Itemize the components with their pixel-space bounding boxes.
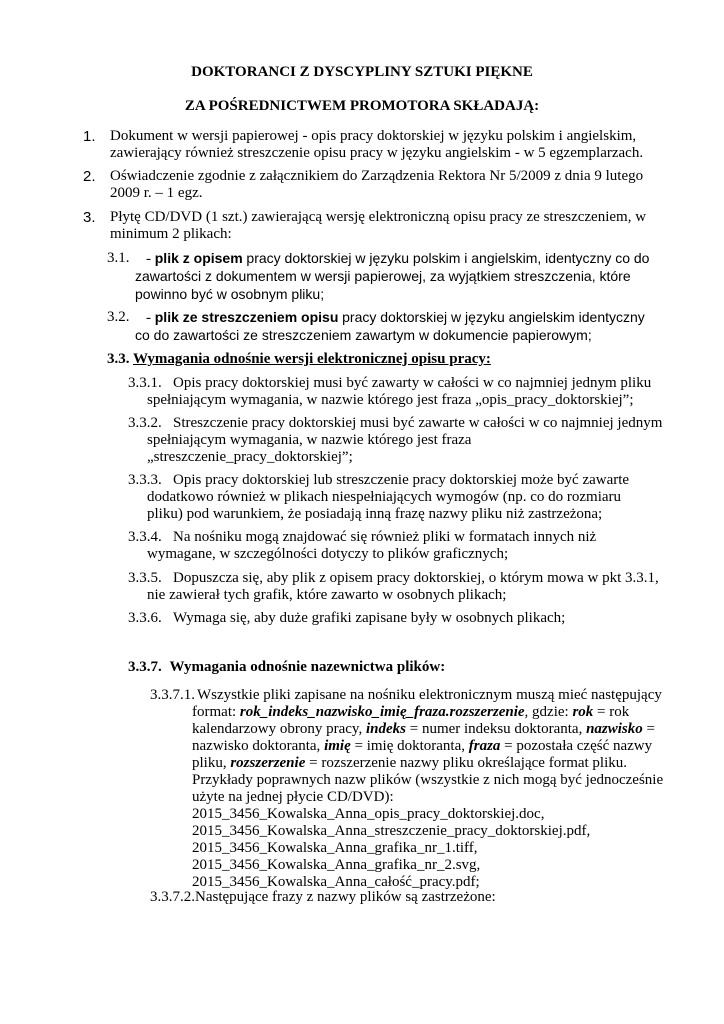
title-line-1: DOKTORANCI Z DYSCYPLINY SZTUKI PIĘKNE (191, 64, 533, 80)
def-nazwisko: = nazwisko doktoranta, (192, 721, 655, 754)
dash: - (146, 251, 151, 267)
section-3-3 (107, 351, 491, 368)
section-number: 3.3.7. (128, 659, 162, 675)
subitem-number: 3.1. (107, 250, 130, 266)
term-rok: rok (572, 704, 594, 720)
point-text: Na nośniku mogą znajdować się również pliki w formatach innych niż wymagane, w szczególności dotyczy to plików graficznych; (147, 529, 597, 562)
intro-text: Wszystkie pliki zapisane na nośniku elektronicznym muszą mieć następujący format: (192, 687, 662, 720)
list-item-text: Płytę CD/DVD (1 szt.) zawierającą wersję elektroniczną opisu pracy ze streszczeniem, w minimum 2 plikach: (110, 209, 647, 242)
point-number: 3.3.3. (128, 472, 162, 488)
point-number: 3.3.7.1. (150, 687, 195, 703)
list-number: 1. (83, 128, 96, 145)
example-filename: 2015_3456_Kowalska_Anna_streszczenie_pracy_doktorskiej.pdf, (192, 823, 591, 839)
point-number: 3.3.6. (128, 610, 162, 626)
section-number: 3.3. (107, 351, 130, 367)
example-filename: 2015_3456_Kowalska_Anna_grafika_nr_1.tiff, (192, 840, 478, 856)
point-number: 3.3.4. (128, 529, 162, 545)
examples-intro: Przykłady poprawnych nazw plików (wszystkie z nich mogą być jednocześnie użyte na jednej płycie CD/DVD): (192, 772, 664, 805)
point-text: Następujące frazy z nazwy plików są zastrzeżone: (195, 889, 496, 905)
list-item-text: Oświadczenie zgodnie z załącznikiem do Zarządzenia Rektora Nr 5/2009 z dnia 9 lutego 2009 r. – 1 egz. (110, 168, 644, 201)
point-text: Opis pracy doktorskiej lub streszczenie pracy doktorskiej może być zawarte dodatkowo również w plikach niespełniających wymogów (np. co do rozmiaru pliku) pod warunkiem, że posiadają inną frazę nazwy pliku niż zastrzeżona; (147, 472, 630, 522)
point-text: Dopuszcza się, aby plik z opisem pracy doktorskiej, o którym mowa w pkt 3.3.1, nie zawierał tych grafik, które zawarto w osobnych plikach; (147, 570, 659, 603)
examples-list (192, 806, 664, 891)
example-filename: 2015_3456_Kowalska_Anna_opis_pracy_doktorskiej.doc, (192, 806, 545, 822)
point-number: 3.3.5. (128, 570, 162, 586)
point-text: Opis pracy doktorskiej musi być zawarty w całości w co najmniej jednym pliku spełniającym wymagania, w nazwie którego jest fraza „opis_pracy_doktorskiej”; (147, 375, 652, 408)
term-fraza: fraza (468, 738, 501, 754)
example-filename: 2015_3456_Kowalska_Anna_grafika_nr_2.svg, (192, 857, 481, 873)
def-rok: = rok kalendarzowy obrony pracy, (192, 704, 630, 737)
subitem-bold: plik z opisem (154, 250, 243, 266)
section-heading: Wymagania odnośnie nazewnictwa plików: (169, 659, 446, 675)
term-nazwisko: nazwisko (586, 721, 643, 737)
point-3-3-7-1 (192, 687, 664, 891)
point-text: Wymaga się, aby duże grafiki zapisane były w osobnych plikach; (173, 610, 566, 626)
subitem-rest: pracy doktorskiej w języku angielskim identyczny co do zawartości ze streszczeniem zawartym w dokumencie papierowym; (135, 309, 645, 343)
dash: - (146, 310, 151, 326)
subitem-3-1 (135, 250, 655, 304)
term-indeks: indeks (365, 721, 406, 737)
list-number: 2. (83, 168, 96, 185)
point-number: 3.3.1. (128, 375, 162, 391)
def-indeks: = numer indeksu doktoranta, (409, 721, 583, 737)
list-number: 3. (83, 209, 96, 226)
point-number: 3.3.7.2. (150, 889, 195, 905)
subitem-rest: pracy doktorskiej w języku polskim i angielskim, identyczny co do zawartości z dokumentem w wersji papierowej, za wyjątkiem streszczenia, które powinno być w osobnym pliku; (135, 250, 650, 302)
subitem-bold: plik ze streszczeniem opisu (154, 309, 339, 325)
format-pattern: rok_indeks_nazwisko_imię_fraza.rozszerzenie (239, 704, 525, 720)
def-rozszerzenie: = rozszerzenie nazwy pliku określające format pliku. (309, 755, 628, 771)
point-3-3-7-2 (150, 889, 496, 906)
point-text: Streszczenie pracy doktorskiej musi być zawarte w całości w co najmniej jednym spełniającym wymagania, w nazwie którego jest fraza „streszczenie_pracy_doktorskiej”; (147, 415, 663, 465)
section-heading: Wymagania odnośnie wersji elektronicznej opisu pracy: (132, 351, 491, 367)
def-fraza: = pozostała część nazwy pliku, (192, 738, 653, 771)
def-imie: = imię doktoranta, (354, 738, 465, 754)
list-item-text: Dokument w wersji papierowej - opis pracy doktorskiej w języku polskim i angielskim, zawierający również streszczenie opisu pracy w języku angielskim - w 5 egzemplarzach. (110, 128, 644, 161)
point-number: 3.3.2. (128, 415, 162, 431)
section-3-3-7 (128, 659, 445, 676)
text-gdzie: , gdzie: (524, 704, 569, 720)
subitem-number: 3.2. (107, 309, 130, 325)
term-imie: imię (324, 738, 351, 754)
term-rozszerzenie: rozszerzenie (230, 755, 306, 771)
example-filename: 2015_3456_Kowalska_Anna_całość_pracy.pdf; (192, 874, 480, 890)
title-line-2: ZA POŚREDNICTWEM PROMOTORA SKŁADAJĄ: (184, 98, 540, 114)
subitem-3-2 (135, 309, 655, 345)
